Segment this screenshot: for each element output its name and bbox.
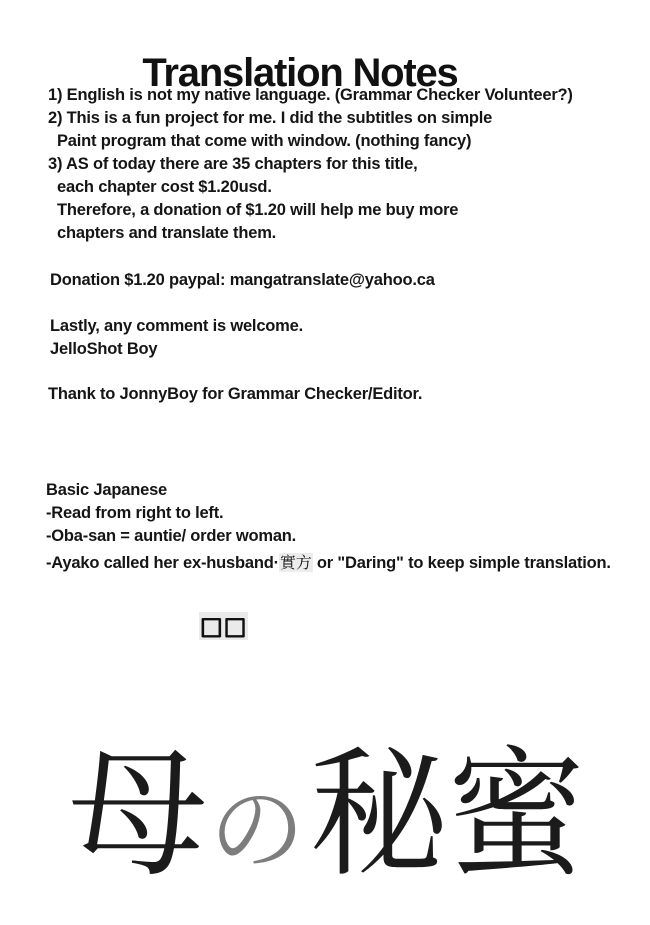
ayako-note-suffix: or "Daring" to keep simple translation. [312, 554, 611, 572]
author-signature: JelloShot Boy [50, 340, 158, 358]
page-title: Translation Notes [142, 50, 458, 95]
closing-block [50, 315, 303, 361]
logo-kana-no: の [209, 774, 306, 886]
note-line: chapters and translate them. [57, 224, 277, 242]
logo-kanji-mother: 母 [68, 734, 206, 897]
note-line: 1) English is not my native language. (Grammar Checker Volunteer?) [48, 86, 573, 104]
missing-glyph-boxes: □□ [200, 612, 248, 640]
ayako-note-prefix: -Ayako called her ex-husband· [46, 554, 279, 572]
basic-japanese-item: -Read from right to left. [46, 504, 224, 522]
basic-japanese-section [46, 479, 611, 575]
basic-japanese-heading: Basic Japanese [46, 481, 168, 499]
ayako-note [46, 551, 611, 575]
ex-husband-kanji: 實方 [279, 553, 312, 572]
basic-japanese-item: -Oba-san = auntie/ order woman. [46, 527, 297, 545]
note-line: Therefore, a donation of $1.20 will help me buy more [57, 201, 459, 219]
closing-comment: Lastly, any comment is welcome. [50, 317, 304, 335]
thanks-line: Thank to JonnyBoy for Grammar Checker/Editor. [48, 385, 423, 403]
donation-paypal-line: Donation $1.20 paypal: mangatranslate@yahoo.ca [50, 271, 435, 289]
note-line: Paint program that come with window. (nothing fancy) [57, 132, 472, 150]
note-line: each chapter cost $1.20usd. [57, 178, 272, 196]
manga-title-logo [68, 731, 583, 915]
note-line: 3) AS of today there are 35 chapters for this title, [48, 155, 418, 173]
logo-kanji-secret-honey: 秘蜜 [309, 734, 584, 897]
note-line: 2) This is a fun project for me. I did the subtitles on simple [48, 109, 493, 127]
numbered-notes-list [48, 84, 573, 245]
